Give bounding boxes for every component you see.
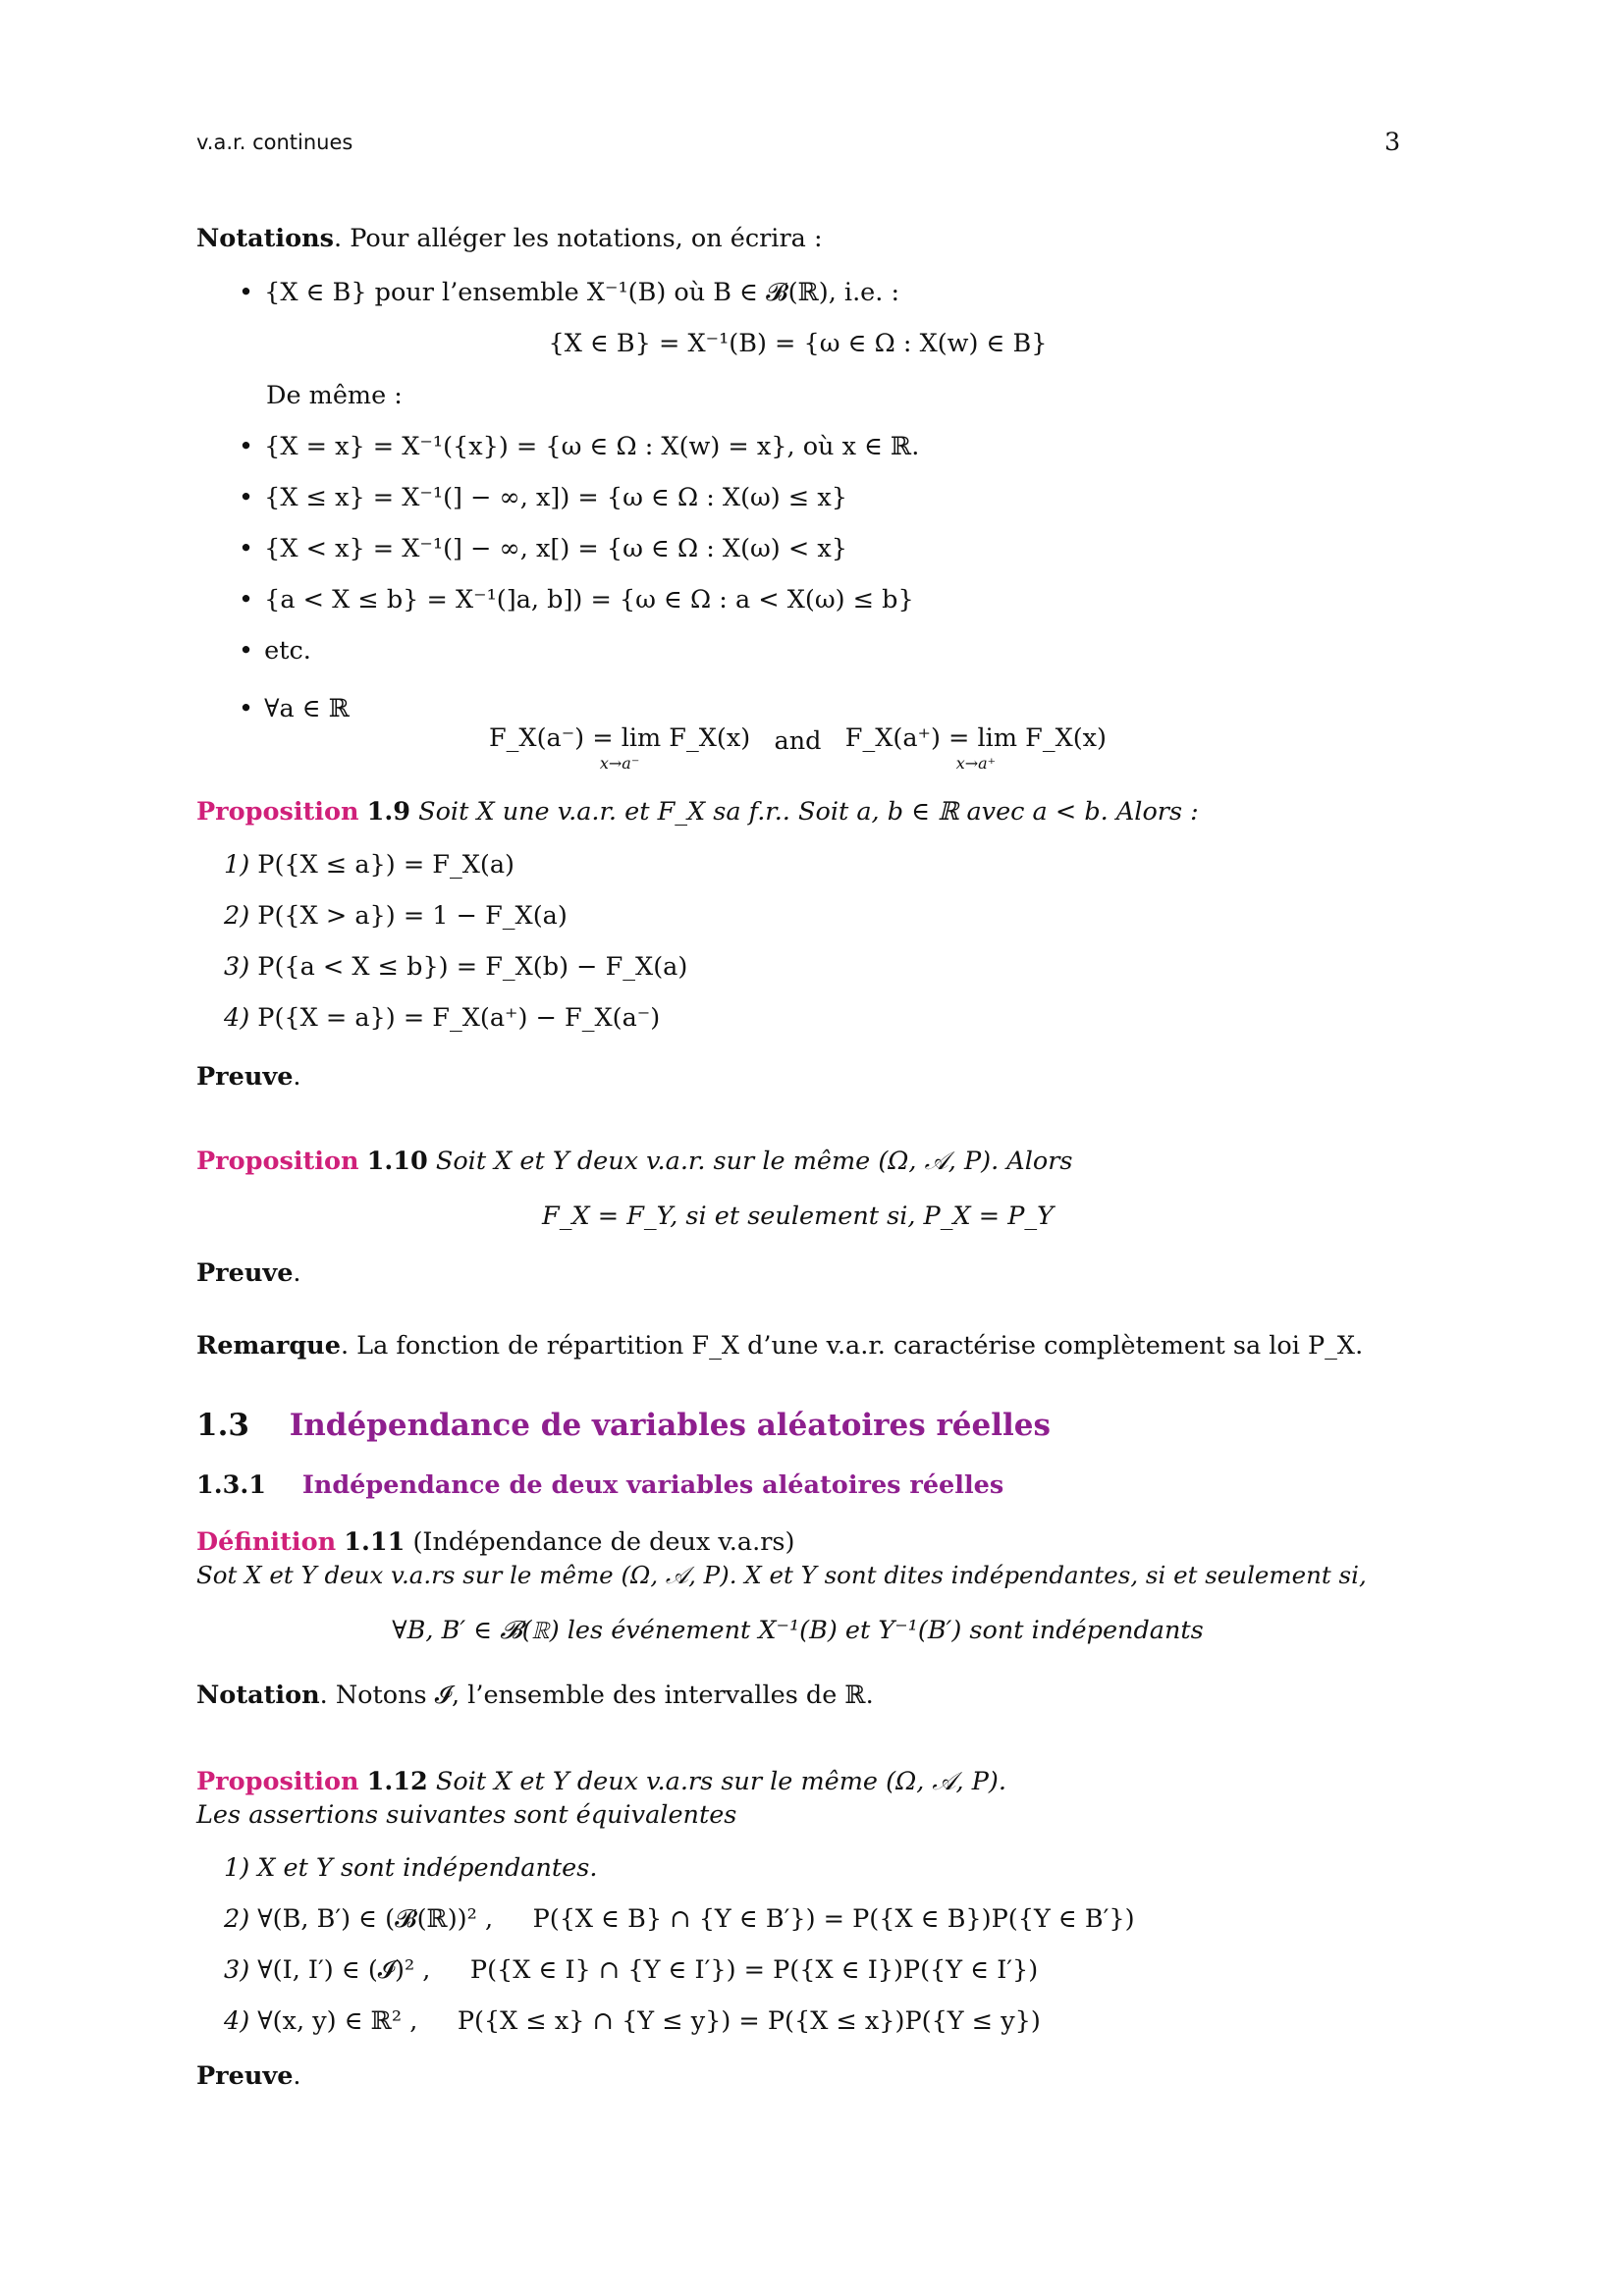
proposition-1-9-heading [196, 797, 1199, 827]
notation-display-1: {X ∈ B} = X⁻¹(B) = {ω ∈ Ω : X(w) ∈ B} [548, 329, 1048, 358]
notations-intro: . Pour alléger les notations, on écrira : [334, 224, 823, 253]
definition-label: Définition [196, 1527, 337, 1557]
bullet-icon: • [239, 278, 254, 307]
left-limit: F_X(a⁻) = lim F_X(x) x→a⁻ [488, 723, 751, 773]
notation-label: Notation [196, 1681, 320, 1710]
bullet-icon: • [239, 534, 254, 563]
notation-item-1: • {X ∈ B} pour l’ensemble X⁻¹(B) où B ∈ 𝓑(ℝ), i.e. : [239, 278, 900, 307]
subsection-title: Indépendance de deux variables aléatoires réelles [301, 1470, 1004, 1500]
subsection-number: 1.3.1 [196, 1470, 266, 1500]
prop112-item-2: 2) ∀(B, B′) ∈ (𝓑(ℝ))² , P({X ∈ B} ∩ {Y ∈ B′}) = P({X ∈ B})P({Y ∈ B′}) [224, 1904, 1135, 1934]
prop19-item-3: 3) P({a < X ≤ b}) = F_X(b) − F_X(a) [224, 952, 688, 982]
notation-item-2: • {X = x} = X⁻¹({x}) = {ω ∈ Ω : X(w) = x}, où x ∈ ℝ. [239, 432, 920, 461]
prop112-item-1: 1) X et Y sont indépendantes. [224, 1853, 598, 1883]
proposition-statement: Soit X une v.a.r. et F_X sa f.r.. Soit a, b ∈ ℝ avec a < b. Alors : [418, 797, 1199, 827]
proof-1-12: Preuve. [196, 2061, 301, 2091]
proposition-label: Proposition [196, 797, 359, 827]
subsection-heading [196, 1470, 1003, 1500]
running-header: v.a.r. continues [196, 131, 353, 154]
and-word: and [774, 726, 822, 756]
proposition-number: 1.9 [366, 797, 410, 827]
proposition-1-12-heading [196, 1767, 1006, 1797]
notation-item-4: • {X < x} = X⁻¹(] − ∞, x[) = {ω ∈ Ω : X(ω) < x} [239, 534, 847, 563]
proposition-statement-2: Les assertions suivantes sont équivalentes [196, 1800, 737, 1830]
right-limit: F_X(a⁺) = lim F_X(x) x→a⁺ [844, 723, 1108, 773]
bullet-icon: • [239, 585, 254, 614]
proposition-label: Proposition [196, 1147, 359, 1176]
notation-item-7: • ∀a ∈ ℝ [239, 694, 350, 723]
proposition-statement: Soit X et Y deux v.a.r. sur le même (Ω, 𝒜, P). Alors [435, 1147, 1073, 1176]
prop19-item-2: 2) P({X > a}) = 1 − F_X(a) [224, 901, 568, 931]
notation-paragraph: Notation. Notons 𝓘, l’ensemble des intervalles de ℝ. [196, 1681, 874, 1710]
proposition-number: 1.12 [366, 1767, 428, 1796]
definition-1-11-heading [196, 1527, 794, 1557]
de-meme-text: De même : [266, 381, 403, 410]
notations-paragraph [196, 224, 823, 253]
notation-item-3: • {X ≤ x} = X⁻¹(] − ∞, x]) = {ω ∈ Ω : X(ω) ≤ x} [239, 483, 847, 512]
prop112-item-4: 4) ∀(x, y) ∈ ℝ² , P({X ≤ x} ∩ {Y ≤ y}) = P({X ≤ x})P({Y ≤ y}) [224, 2006, 1041, 2036]
remarque-label: Remarque [196, 1331, 341, 1361]
notations-label: Notations [196, 224, 334, 253]
prop19-item-1: 1) P({X ≤ a}) = F_X(a) [224, 850, 515, 880]
limit-display [196, 723, 1399, 773]
definition-number: 1.11 [344, 1527, 406, 1557]
prop112-item-3: 3) ∀(I, I′) ∈ (𝓘)² , P({X ∈ I} ∩ {Y ∈ I′}) = P({X ∈ I})P({Y ∈ I′}) [224, 1955, 1039, 1985]
prop19-item-4: 4) P({X = a}) = F_X(a⁺) − F_X(a⁻) [224, 1003, 661, 1033]
proof-1-9: Preuve. [196, 1062, 301, 1092]
prop110-display: F_X = F_Y, si et seulement si, P_X = P_Y [542, 1201, 1054, 1231]
proposition-1-10-heading [196, 1147, 1073, 1177]
bullet-icon: • [239, 483, 254, 512]
bullet-icon: • [239, 694, 254, 723]
definition-statement: Sot X et Y deux v.a.rs sur le même (Ω, 𝒜, P). X et Y sont dites indépendantes, si et seulement si, [196, 1561, 1367, 1589]
section-heading [196, 1408, 1051, 1443]
notation-item-6: • etc. [239, 636, 311, 666]
proposition-label: Proposition [196, 1767, 359, 1796]
definition-display: ∀B, B′ ∈ 𝓑(ℝ) les événement X⁻¹(B) et Y⁻¹(B′) sont indépendants [392, 1616, 1204, 1645]
remarque-paragraph: Remarque. La fonction de répartition F_X d’une v.a.r. caractérise complètement sa loi P_X. [196, 1331, 1364, 1361]
proposition-number: 1.10 [366, 1147, 428, 1176]
bullet-icon: • [239, 432, 254, 461]
page-number: 3 [1384, 128, 1401, 157]
proposition-statement: Soit X et Y deux v.a.rs sur le même (Ω, 𝒜, P). [435, 1767, 1006, 1796]
section-number: 1.3 [196, 1408, 249, 1443]
section-title: Indépendance de variables aléatoires réelles [289, 1408, 1051, 1443]
definition-paren: (Indépendance de deux v.a.rs) [412, 1527, 795, 1557]
bullet-icon: • [239, 636, 254, 666]
proof-1-10: Preuve. [196, 1258, 301, 1288]
notation-item-5: • {a < X ≤ b} = X⁻¹(]a, b]) = {ω ∈ Ω : a < X(ω) ≤ b} [239, 585, 914, 614]
